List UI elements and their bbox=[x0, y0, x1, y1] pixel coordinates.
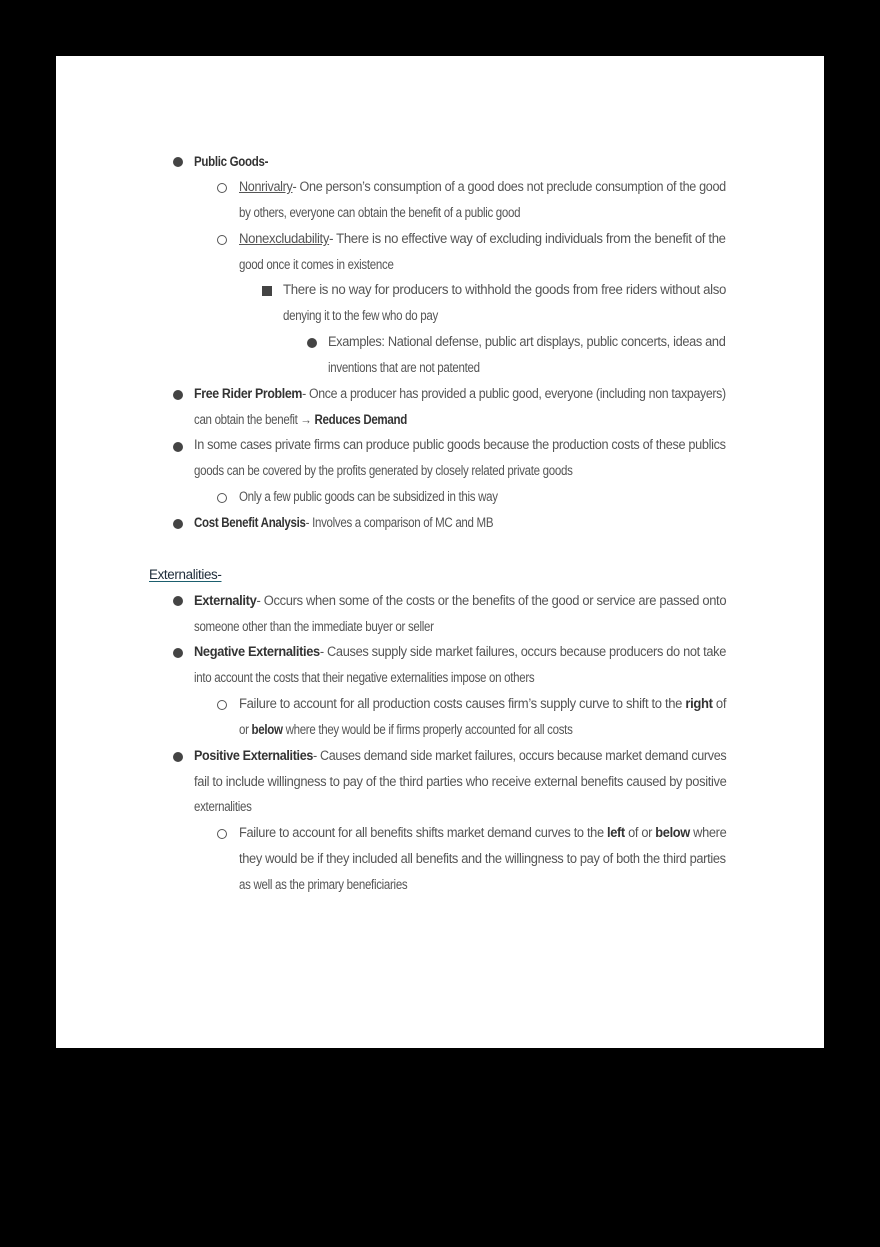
positive-sub-line-3: as well as the primary beneficiaries bbox=[239, 877, 408, 892]
cost-benefit-line: Cost Benefit Analysis- Involves a comparison of MC and MB bbox=[194, 515, 494, 530]
externalities-heading: Externalities- bbox=[149, 567, 222, 582]
private-firms-line-1: In some cases private firms can produce public goods because the production costs of these publics bbox=[194, 437, 726, 452]
nonrivalry-term: Nonrivalry bbox=[239, 179, 293, 194]
square-bullet-icon bbox=[262, 286, 272, 296]
circle-bullet-icon bbox=[217, 493, 227, 503]
no-way-line-1: There is no way for producers to withhold the goods from free riders without also bbox=[283, 282, 727, 297]
nonexcludability-term: Nonexcludability bbox=[239, 231, 330, 246]
negative-sub-line-1: Failure to account for all production costs causes firm’s supply curve to shift to the right of bbox=[239, 696, 727, 711]
nonrivalry-line-2: by others, everyone can obtain the benefit of a public good bbox=[239, 205, 521, 220]
circle-bullet-icon bbox=[217, 829, 227, 839]
disc-bullet-icon bbox=[173, 390, 183, 400]
disc-bullet-icon bbox=[173, 442, 183, 452]
negative-term: Negative Externalities bbox=[194, 644, 320, 659]
document-page bbox=[56, 56, 824, 1048]
public-goods-heading: Public Goods- bbox=[194, 154, 269, 169]
negative-line-1: Negative Externalities- Causes supply side market failures, occurs because producers do not take bbox=[194, 644, 726, 659]
positive-line-3: externalities bbox=[194, 799, 252, 814]
examples-line-1: Examples: National defense, public art displays, public concerts, ideas and bbox=[328, 334, 726, 349]
externality-term: Externality bbox=[194, 593, 257, 608]
no-way-line-2: denying it to the few who do pay bbox=[283, 308, 438, 323]
examples-line-2: inventions that are not patented bbox=[328, 360, 480, 375]
disc-bullet-icon bbox=[173, 648, 183, 658]
positive-sub-line-1: Failure to account for all benefits shifts market demand curves to the left of or below where bbox=[239, 825, 727, 840]
positive-term: Positive Externalities bbox=[194, 748, 314, 763]
circle-bullet-icon bbox=[217, 700, 227, 710]
free-rider-line-2: can obtain the benefit → Reduces Demand bbox=[194, 412, 407, 427]
disc-bullet-icon bbox=[307, 338, 317, 348]
cost-benefit-term: Cost Benefit Analysis bbox=[194, 515, 306, 530]
nonrivalry-line-1: Nonrivalry- One person’s consumption of a good does not preclude consumption of the good bbox=[239, 179, 726, 194]
disc-bullet-icon bbox=[173, 157, 183, 167]
negative-sub-line-2: or below where they would be if firms properly accounted for all costs bbox=[239, 722, 573, 737]
positive-line-1: Positive Externalities- Causes demand side market failures, occurs because market demand curves bbox=[194, 748, 727, 763]
externality-line-2: someone other than the immediate buyer or seller bbox=[194, 619, 434, 634]
free-rider-line-1: Free Rider Problem- Once a producer has provided a public good, everyone (including non taxpayers) bbox=[194, 386, 726, 401]
private-firms-line-2: goods can be covered by the profits generated by closely related private goods bbox=[194, 463, 573, 478]
nonexcludability-line-2: good once it comes in existence bbox=[239, 257, 394, 272]
circle-bullet-icon bbox=[217, 235, 227, 245]
circle-bullet-icon bbox=[217, 183, 227, 193]
externality-line-1: Externality- Occurs when some of the costs or the benefits of the good or service are passed onto bbox=[194, 593, 727, 608]
private-firms-sub: Only a few public goods can be subsidized in this way bbox=[239, 489, 498, 504]
nonexcludability-line-1: Nonexcludability- There is no effective way of excluding individuals from the benefit of the bbox=[239, 231, 726, 246]
positive-sub-line-2: they would be if they included all benefits and the willingness to pay of both the third parties bbox=[239, 851, 726, 866]
free-rider-term: Free Rider Problem bbox=[194, 386, 303, 401]
disc-bullet-icon bbox=[173, 752, 183, 762]
disc-bullet-icon bbox=[173, 519, 183, 529]
positive-line-2: fail to include willingness to pay of the third parties who receive external benefits caused by positive bbox=[194, 774, 727, 789]
disc-bullet-icon bbox=[173, 596, 183, 606]
negative-line-2: into account the costs that their negative externalities impose on others bbox=[194, 670, 535, 685]
